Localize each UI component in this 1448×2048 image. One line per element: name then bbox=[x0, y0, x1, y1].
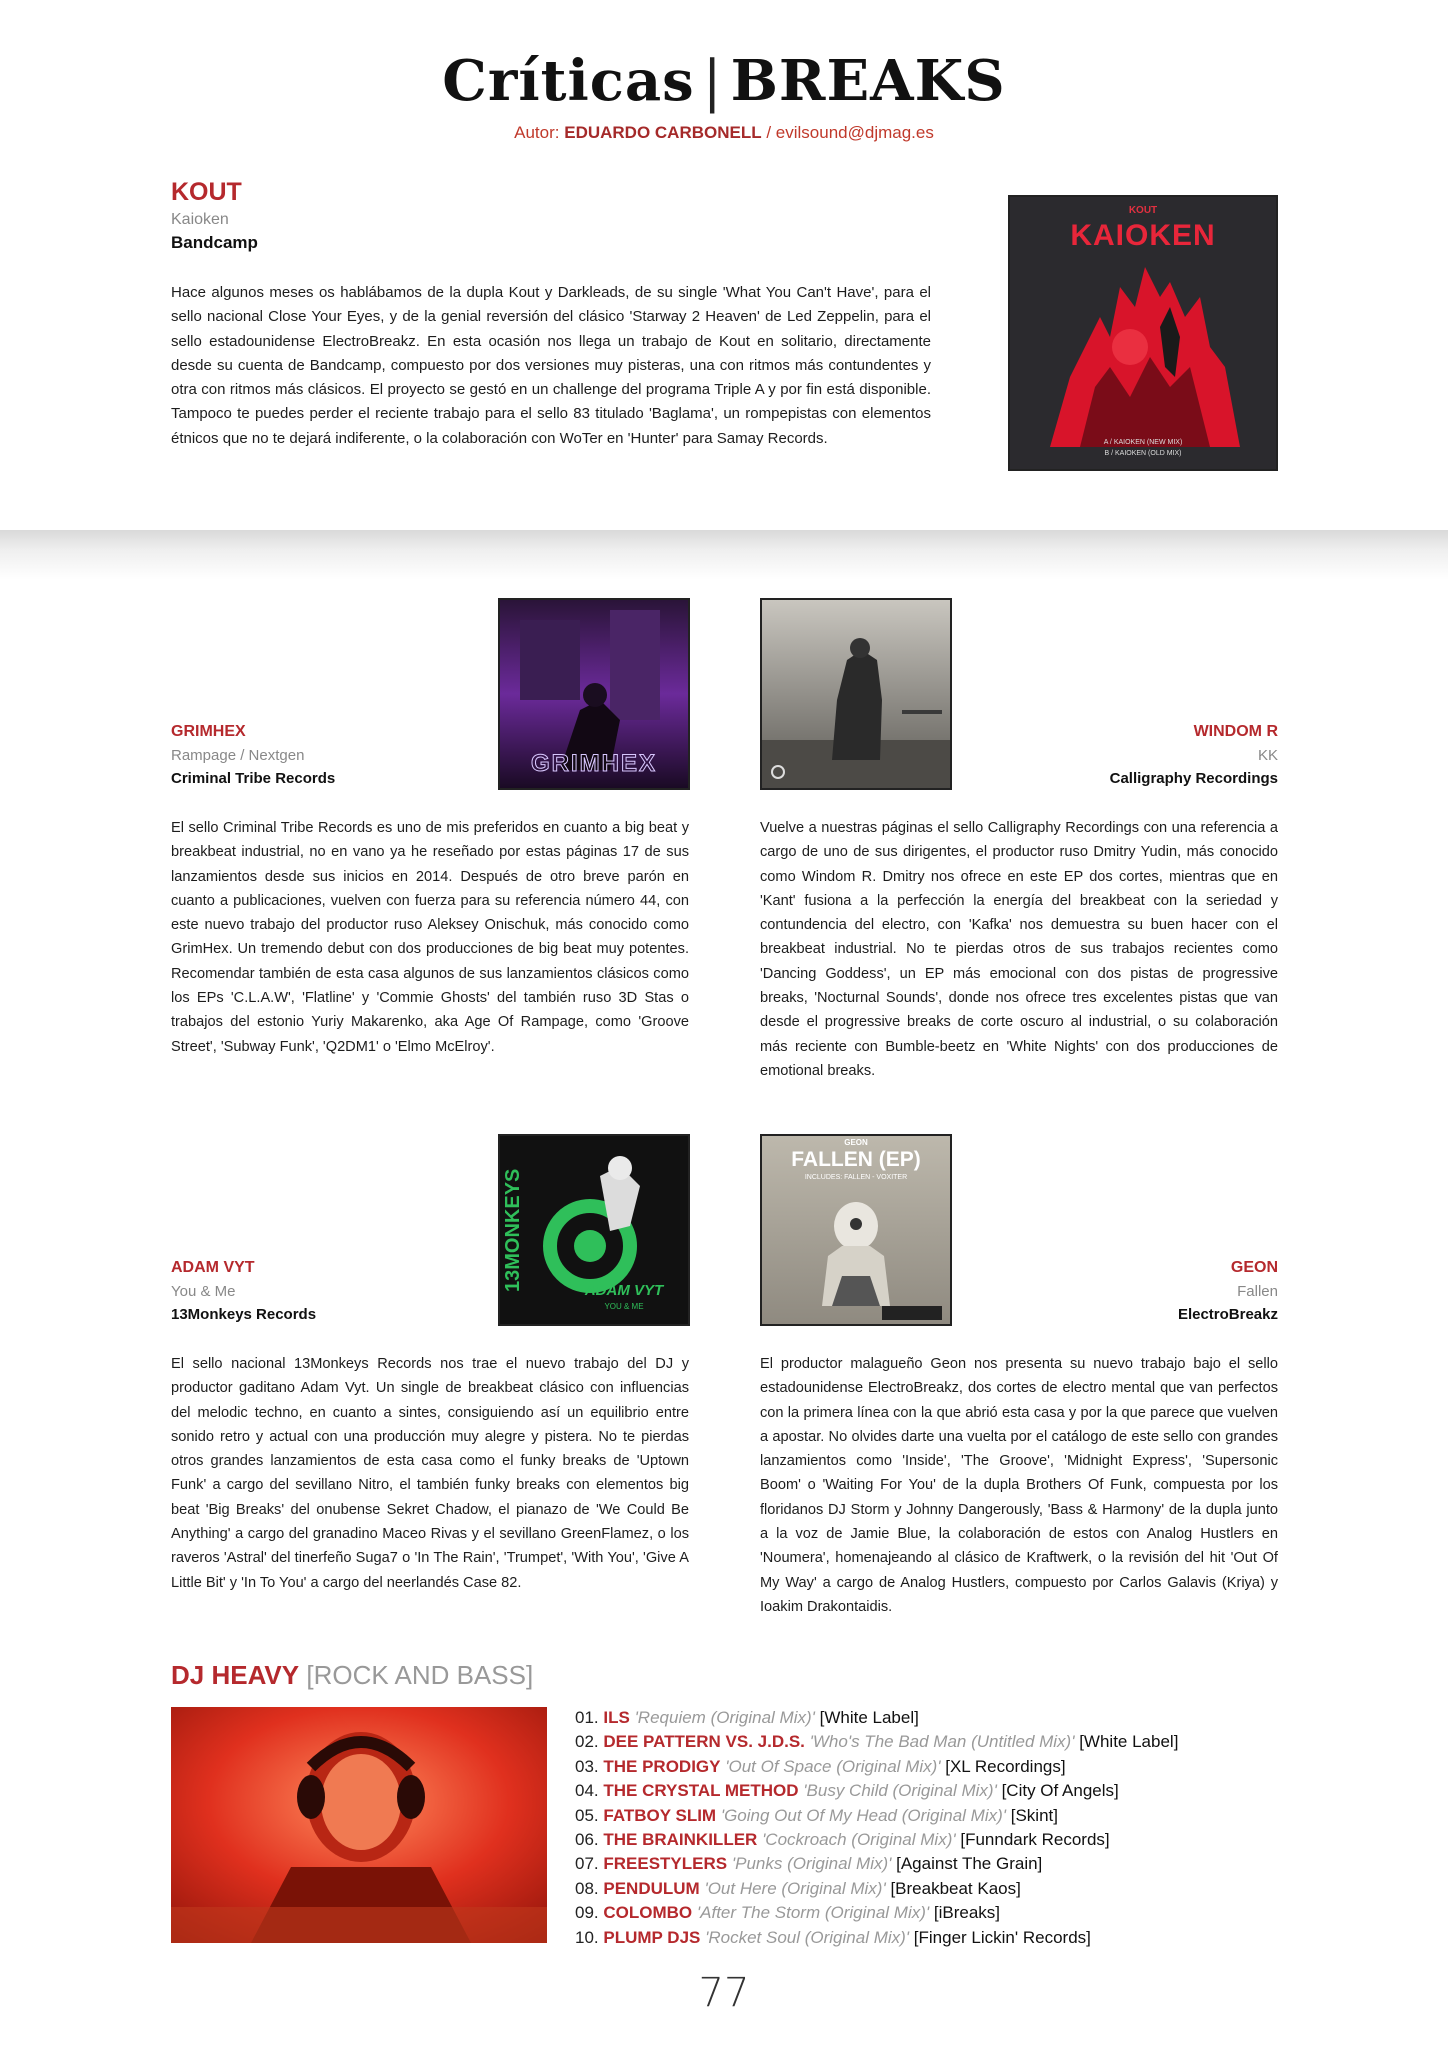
chart-tracklist bbox=[575, 1706, 1275, 1950]
track-label: [City Of Angels] bbox=[1001, 1781, 1119, 1801]
cover-label-text: 13MONKEYS bbox=[502, 1168, 524, 1292]
track-number: 08. bbox=[575, 1878, 599, 1898]
review-artist: ADAM VYT bbox=[171, 1259, 255, 1276]
byline bbox=[0, 123, 1448, 143]
track-number: 01. bbox=[575, 1708, 599, 1727]
track-label: [XL Recordings] bbox=[945, 1756, 1066, 1776]
cover-artist-text: KOUT bbox=[1128, 205, 1158, 216]
review-grimhex bbox=[171, 723, 691, 787]
track-label: [Funndark Records] bbox=[960, 1830, 1110, 1850]
chart-header bbox=[171, 1660, 533, 1691]
track-artist: DEE PATTERN VS. J.D.S. bbox=[603, 1732, 805, 1752]
chart-dj-name: DJ HEAVY bbox=[171, 1660, 300, 1690]
track-number: 04. bbox=[575, 1781, 599, 1801]
track-artist: THE BRAINKILLER bbox=[603, 1830, 758, 1850]
title-section: Críticas bbox=[442, 48, 695, 114]
track-label: [Breakbeat Kaos] bbox=[890, 1878, 1021, 1898]
review-release: Kaioken bbox=[171, 211, 229, 228]
track-number: 09. bbox=[575, 1903, 599, 1923]
track-number: 07. bbox=[575, 1854, 599, 1874]
review-body-adam: El sello nacional 13Monkeys Records nos trae el nuevo trabajo del DJ y productor gaditano Adam Vyt. Un single de breakbeat clásico con influencias del melodic techno, en cuanto a sintes, consiguiendo así un equilibrio entre sonido retro y actual con una producción muy alegre y pistera. No te pierdas otros grandes lanzamientos de esta casa como el funky breaks de 'Uptown Funk' a cargo del sevillano Nitro, el también funky breaks con elementos big beat 'Big Breaks' del onubense Sekret Chadow, el pianazo de 'We Could Be Anything' a cargo del granadino Maceo Rivas y el sevillano GreenFlamez, o los raveros 'Astral' del tinerfeño Suga7 o 'In The Rain', 'Trumpet', 'With You', 'Give A Little Bit' y 'In To You' a cargo del neerlandés Case 82. bbox=[171, 1356, 689, 1591]
list-item bbox=[575, 1804, 1275, 1828]
byline-author: EDUARDO CARBONELL bbox=[564, 123, 762, 142]
dj-photo bbox=[171, 1707, 547, 1943]
review-artist: GEON bbox=[1230, 1259, 1278, 1276]
album-cover-kaioken bbox=[1008, 195, 1278, 471]
track-title: 'Out Of Space (Original Mix)' bbox=[725, 1756, 941, 1776]
review-artist: WINDOM R bbox=[1193, 723, 1278, 740]
page-number: 77 bbox=[698, 1970, 750, 2016]
track-label: [White Label] bbox=[819, 1708, 919, 1727]
list-item bbox=[575, 1706, 1275, 1730]
review-release: KK bbox=[1257, 747, 1278, 764]
review-label: Bandcamp bbox=[171, 233, 258, 252]
track-artist: ILS bbox=[603, 1708, 630, 1727]
cover-title-text: FALLEN (EP) bbox=[791, 1148, 921, 1171]
list-item bbox=[575, 1828, 1275, 1852]
track-title: 'Out Here (Original Mix)' bbox=[704, 1878, 886, 1898]
track-number: 03. bbox=[575, 1756, 599, 1776]
track-title: 'Cockroach (Original Mix)' bbox=[762, 1830, 956, 1850]
track-label: [White Label] bbox=[1079, 1732, 1179, 1752]
track-title: 'Punks (Original Mix)' bbox=[731, 1854, 892, 1874]
review-label: 13Monkeys Records bbox=[171, 1306, 317, 1323]
review-artist: KOUT bbox=[171, 178, 242, 206]
cover-track-a: A / KAIOKEN (NEW MIX) bbox=[1103, 439, 1183, 446]
track-number: 05. bbox=[575, 1805, 599, 1825]
track-label: [iBreaks] bbox=[933, 1903, 1001, 1923]
list-item bbox=[575, 1901, 1275, 1925]
cover-title-text: ADAM VYT bbox=[584, 1282, 664, 1299]
title-category: BREAKS bbox=[730, 48, 1006, 114]
byline-prefix: Autor: bbox=[514, 123, 560, 142]
track-title: 'After The Storm (Original Mix)' bbox=[696, 1903, 930, 1923]
review-windom bbox=[760, 723, 1278, 787]
track-title: 'Who's The Bad Man (Untitled Mix)' bbox=[809, 1732, 1075, 1752]
list-item bbox=[575, 1852, 1275, 1876]
cover-sub-text: YOU & ME bbox=[604, 1302, 644, 1311]
track-artist: THE PRODIGY bbox=[603, 1756, 721, 1776]
track-label: [Finger Lickin' Records] bbox=[913, 1927, 1091, 1947]
review-adam bbox=[171, 1259, 691, 1323]
dj-photo-artwork bbox=[171, 1707, 547, 1943]
track-title: 'Rocket Soul (Original Mix)' bbox=[705, 1927, 910, 1947]
track-artist: PENDULUM bbox=[603, 1878, 700, 1898]
cover-artist-text: GEON bbox=[844, 1138, 868, 1147]
review-release: Fallen bbox=[1237, 1283, 1278, 1300]
review-release: Rampage / Nextgen bbox=[171, 747, 305, 764]
review-artist: GRIMHEX bbox=[171, 723, 246, 740]
track-title: 'Busy Child (Original Mix)' bbox=[803, 1781, 997, 1801]
track-title: 'Going Out Of My Head (Original Mix)' bbox=[720, 1805, 1007, 1825]
list-item bbox=[575, 1779, 1275, 1803]
review-release: You & Me bbox=[171, 1283, 236, 1300]
byline-email[interactable]: / evilsound@djmag.es bbox=[761, 123, 934, 142]
review-label: Criminal Tribe Records bbox=[171, 770, 336, 787]
cover-sub-text: INCLUDES: FALLEN - VOXITER bbox=[804, 1174, 908, 1181]
review-label: Calligraphy Recordings bbox=[1109, 770, 1278, 787]
review-body-windom: Vuelve a nuestras páginas el sello Calligraphy Recordings con una referencia a cargo de uno de sus dirigentes, el productor ruso Dmitry Yudin, más conocido como Windom R. Dmitry nos ofrece en este EP dos cortes, mientras que en 'Kant' fusiona a la perfección la energía del breakbeat con la seriedad y contundencia del electro, con 'Kafka' nos demuestra su buen hacer con el breakbeat industrial. No te pierdas otros de sus trabajos recientes como 'Dancing Goddess', un EP más emocional con dos pistas de progressive breaks, 'Nocturnal Sounds', donde nos ofrece tres excelentes pistas que van desde el progressive breaks de corte oscuro al industrial, o su colaboración más reciente con Bumble-beetz en 'White Nights' con dos producciones de emotional breaks. bbox=[760, 820, 1278, 1079]
review-label: ElectroBreakz bbox=[1177, 1306, 1278, 1323]
section-divider bbox=[0, 530, 1448, 580]
review-kout bbox=[171, 178, 931, 451]
review-body-geon: El productor malagueño Geon nos presenta su nuevo trabajo bajo el sello estadounidense ElectroBreakz, dos cortes de electro mental que van perfectos con la primera línea con la que abrió esta casa y por la que parece que vuelven a apostar. No olvides darte una vuelta por el catálogo de este sello con grandes lanzamientos como 'Inside', 'The Groove', 'Midnight Express', 'Supersonic Boom' o 'Waiting For You' de la dupla Brothers Of Funk, compuesta por los floridanos DJ Storm y Johnny Dangerously, 'Bass & Harmony' de la dupla junto a la voz de Jamie Blue, la colaboración de estos con Analog Hustlers en 'Noumera', homenajeando al clásico de Kraftwerk, o la revisión del hit 'Out Of My Way' a cargo de Analog Hustlers, compuesto por Carlos Galavis (Kriya) y Ioakim Drakontaidis. bbox=[760, 1356, 1278, 1615]
cover-title-text: KAIOKEN bbox=[1070, 219, 1216, 252]
track-artist: COLOMBO bbox=[603, 1903, 693, 1923]
review-body: Hace algunos meses os hablábamos de la dupla Kout y Darkleads, de su single 'What You Can't Have', para el sello nacional Close Your Eyes, y de la genial reversión del clásico 'Starway 2 Heaven' de Led Zeppelin, para el sello estadounidense ElectroBreakz. En esta ocasión nos llega un trabajo de Kout en solitario, directamente desde su cuenta de Bandcamp, compuesto por dos versiones muy pisteras, una con ritmos más contundentes y otra con ritmos más clásicos. El proyecto se gestó en un challenge del programa Triple A y por fin está disponible. Tampoco te puedes perder el reciente trabajo para el sello 83 titulado 'Baglama', un rompepistas con elementos étnicos que no te dejará indiferente, o la colaboración con WoTer en 'Hunter' para Samay Records. bbox=[171, 284, 931, 447]
track-artist: FREESTYLERS bbox=[603, 1854, 728, 1874]
list-item bbox=[575, 1926, 1275, 1950]
track-number: 02. bbox=[575, 1732, 599, 1752]
review-body-grimhex: El sello Criminal Tribe Records es uno de mis preferidos en cuanto a big beat y breakbeat industrial, no en vano ya he reseñado por estas páginas 17 de sus lanzamientos desde sus inicios en 2014. Después de otro breve parón en cuanto a publicaciones, vuelven con fuerza para su referencia número 44, con este nuevo trabajo del productor ruso Aleksey Onischuk, más conocido como GrimHex. Un tremendo debut con dos producciones de big beat muy potentes. Recomendar también de esta casa algunos de sus lanzamientos clásicos como los EPs 'C.L.A.W', 'Flatline' y 'Commie Ghosts' del también ruso 3D Stas o trabajos del estonio Yuriy Makarenko, aka Age Of Rampage, como 'Groove Street', 'Subway Funk', 'Q2DM1' o 'Elmo McElroy'. bbox=[171, 820, 689, 1055]
cover-track-b: B / KAIOKEN (OLD MIX) bbox=[1104, 450, 1182, 457]
track-label: [Skint] bbox=[1010, 1805, 1058, 1825]
list-item bbox=[575, 1730, 1275, 1754]
track-artist: FATBOY SLIM bbox=[603, 1805, 717, 1825]
title-separator: | bbox=[702, 49, 723, 114]
track-number: 06. bbox=[575, 1830, 599, 1850]
review-geon bbox=[760, 1259, 1278, 1323]
track-number: 10. bbox=[575, 1927, 599, 1947]
track-label: [Against The Grain] bbox=[896, 1854, 1043, 1874]
cover-title-text: GRIMHEX bbox=[530, 750, 657, 777]
list-item bbox=[575, 1755, 1275, 1779]
track-artist: PLUMP DJS bbox=[603, 1927, 701, 1947]
track-title: 'Requiem (Original Mix)' bbox=[634, 1708, 815, 1727]
track-artist: THE CRYSTAL METHOD bbox=[603, 1781, 799, 1801]
page-title bbox=[0, 48, 1448, 114]
chart-genre: [ROCK AND BASS] bbox=[306, 1660, 534, 1690]
list-item bbox=[575, 1877, 1275, 1901]
